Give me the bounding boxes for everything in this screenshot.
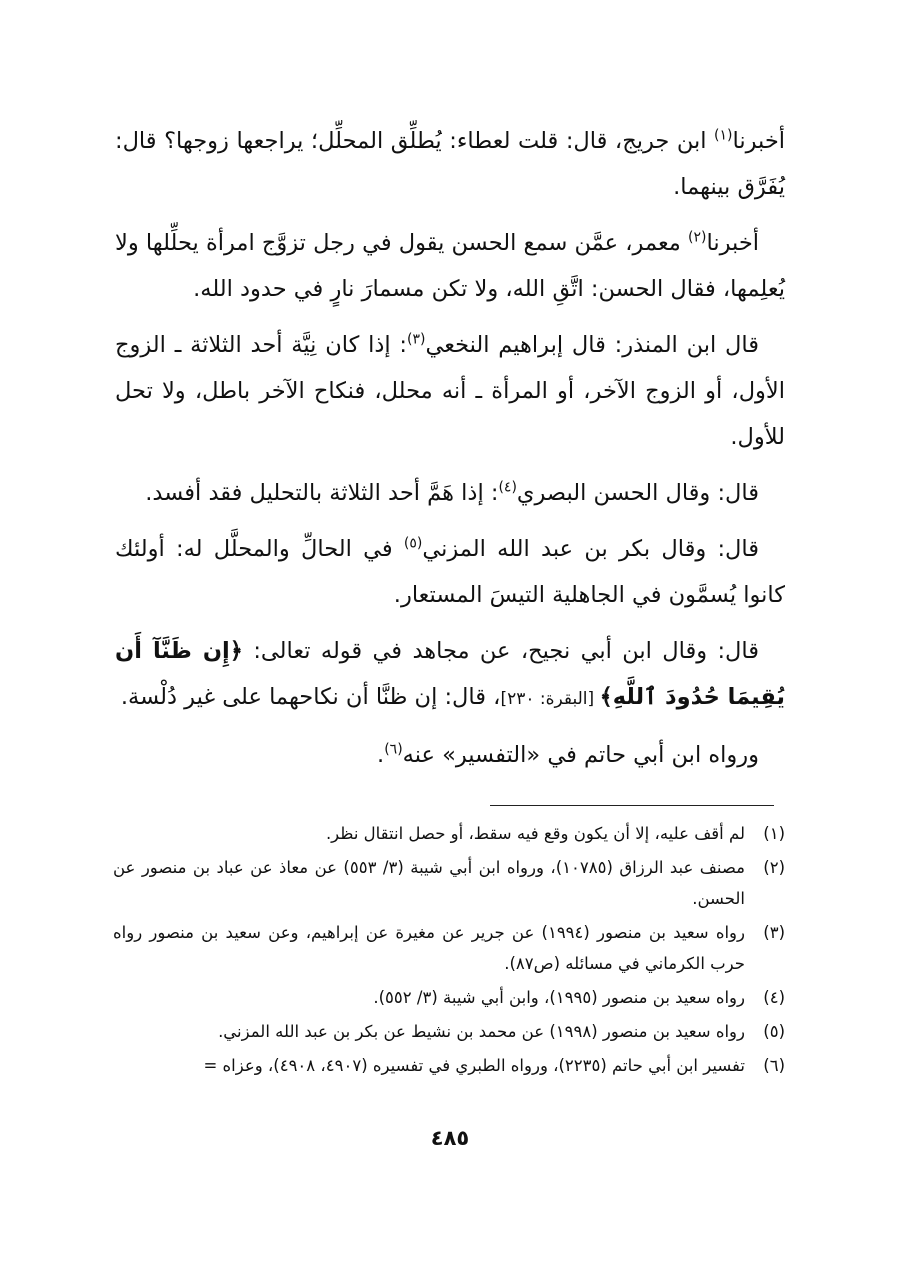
footnotes xyxy=(113,818,785,1084)
footnote-text: لم أقف عليه، إلا أن يكون وقع فيه سقط، أو حصل انتقال نظر. xyxy=(325,824,745,843)
paragraph-text: ، قال: إن ظنَّا أن نكاحهما على غير دُلْسة. xyxy=(120,684,501,710)
footnote-ref[interactable]: (٤) xyxy=(498,479,517,496)
footnote-text: تفسير ابن أبي حاتم (٢٢٣٥)، ورواه الطبري في تفسيره (٤٩٠٧، ٤٩٠٨)، وعزاه = xyxy=(203,1056,745,1075)
paragraph-4 xyxy=(115,470,785,516)
paragraph-1 xyxy=(115,118,785,210)
footnote-number: (٤) xyxy=(763,988,785,1007)
footnote-item xyxy=(113,852,785,914)
paragraph-text: : إذا هَمَّ أحد الثلاثة بالتحليل فقد أفسد. xyxy=(145,480,499,506)
footnote-item xyxy=(113,917,785,979)
paragraph-text: قال: وقال ابن أبي نجيح، عن مجاهد في قوله تعالى: xyxy=(242,638,759,664)
verse-citation: [البقرة: ٢٣٠] xyxy=(500,689,600,709)
paragraph-text: أخبرنا xyxy=(732,128,785,154)
footnote-item xyxy=(113,982,785,1013)
footnote-ref[interactable]: (٣) xyxy=(407,331,426,348)
paragraph-text: . xyxy=(377,742,385,768)
footnote-ref[interactable]: (٢) xyxy=(688,229,707,246)
paragraph-text: في الحالِّ والمحلَّل له: أولئك كانوا يُسمَّون في الجاهلية التيسَ المستعار. xyxy=(115,536,785,608)
paragraph-text: أخبرنا xyxy=(706,230,759,256)
footnote-text: رواه سعيد بن منصور (١٩٩٨) عن محمد بن نشيط عن بكر بن عبد الله المزني. xyxy=(218,1022,745,1041)
paragraph-6 xyxy=(115,628,785,722)
paragraph-text: ابن جريج، قال: قلت لعطاء: يُطلِّق المحلِّل؛ يراجعها زوجها؟ قال: يُفَرَّق بينهما. xyxy=(115,128,785,200)
paragraph-3 xyxy=(115,322,785,460)
footnote-number: (٥) xyxy=(763,1022,785,1041)
paragraph-2 xyxy=(115,220,785,312)
footnote-text: مصنف عبد الرزاق (١٠٧٨٥)، ورواه ابن أبي شيبة (٣/ ٥٥٣) عن معاذ عن عباد بن منصور عن الحسن. xyxy=(113,858,745,908)
footnote-item xyxy=(113,1016,785,1047)
footnote-item xyxy=(113,818,785,849)
footnote-number: (١) xyxy=(763,824,785,843)
quran-verse: ﴿إِن ظَنَّآ أَن يُقِيمَا حُدُودَ ٱللَّهِ﴾ xyxy=(115,638,785,710)
page-number: ٤٨٥ xyxy=(430,1126,470,1150)
paragraph-text: ورواه ابن أبي حاتم في «التفسير» عنه xyxy=(402,742,759,768)
footnote-item xyxy=(113,1050,785,1081)
paragraph-text: قال: وقال بكر بن عبد الله المزني xyxy=(422,536,759,562)
paragraph-text: قال ابن المنذر: قال إبراهيم النخعي xyxy=(425,332,759,358)
footnote-ref[interactable]: (٦) xyxy=(384,741,403,758)
footnote-ref[interactable]: (١) xyxy=(714,127,733,144)
paragraph-text: : إذا كان نِيَّة أحد الثلاثة ـ الزوج الأول، أو الزوج الآخر، أو المرأة ـ أنه محلل، فنكاح الآخر باطل، ولا تحل للأول. xyxy=(115,332,785,450)
footnote-number: (٢) xyxy=(763,858,785,877)
paragraph-text: معمر، عمَّن سمع الحسن يقول في رجل تزوَّج امرأة يحلِّلها ولا يُعلِمها، فقال الحسن: اتَّقِ الله، ولا تكن مسمارَ نارٍ في حدود الله. xyxy=(115,230,785,302)
footnote-number: (٣) xyxy=(763,923,785,942)
footnote-text: رواه سعيد بن منصور (١٩٩٤) عن جرير عن مغيرة عن إبراهيم، وعن سعيد بن منصور رواه حرب الكرماني في مسائله (ص٨٧). xyxy=(113,923,745,973)
paragraph-text: قال: وقال الحسن البصري xyxy=(516,480,759,506)
paragraph-5 xyxy=(115,526,785,618)
footnote-text: رواه سعيد بن منصور (١٩٩٥)، وابن أبي شيبة (٣/ ٥٥٢). xyxy=(373,988,745,1007)
footnote-ref[interactable]: (٥) xyxy=(403,535,423,552)
paragraph-7 xyxy=(115,732,785,778)
footnote-divider xyxy=(490,805,774,806)
footnote-number: (٦) xyxy=(763,1056,785,1075)
main-text xyxy=(115,118,785,788)
